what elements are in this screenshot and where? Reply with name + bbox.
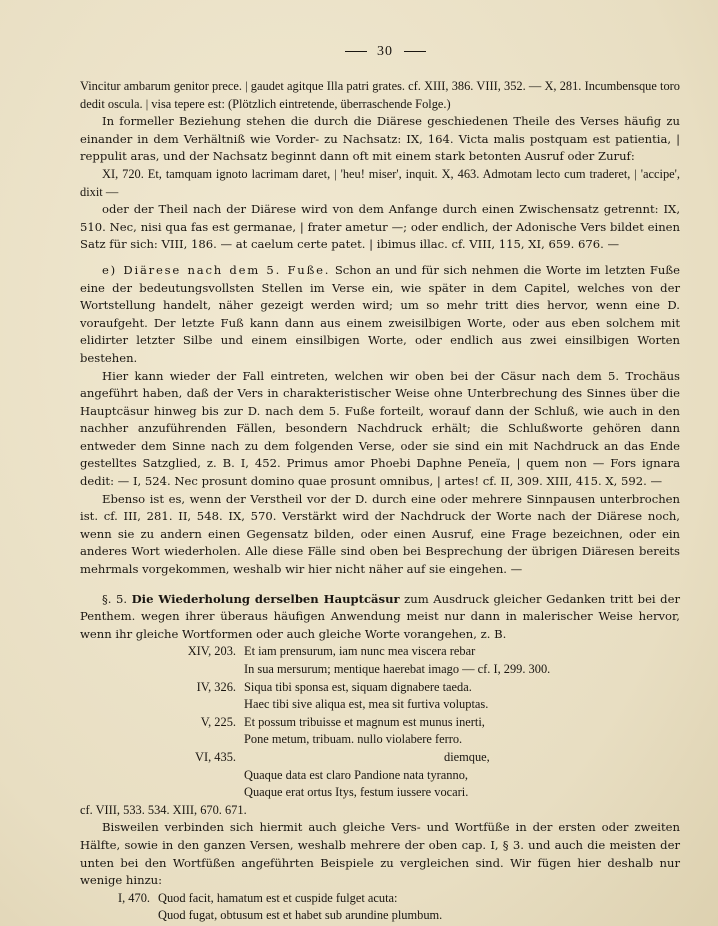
verse-line: Et iam prensurum, iam nunc mea viscera rebar bbox=[244, 644, 476, 659]
section-number: §. 5. bbox=[102, 591, 128, 606]
verse-examples bbox=[100, 643, 550, 801]
verse-row bbox=[100, 696, 550, 714]
header-rule-left bbox=[345, 51, 367, 52]
verse-row bbox=[100, 679, 550, 697]
verse-line: Quod facit, hamatum est et cuspide fulget acuta: bbox=[158, 890, 398, 905]
paragraph-7: Ebenso ist es, wenn der Verstheil vor der D. durch eine oder mehrere Sinnpausen unterbrochen ist. cf. III, 281. II, 548. IX, 570. Verstärkt wird der Nachdruck der Worte nach der Diärese noch, wenn sie zu andern einen Gegensatz bilden, oder einen Ausruf, eine Frage bezeichnen, oder ein anderes Wort wiederholen. Alle diese Fälle sind oben bei Besprechung der übrigen Diäresen bereits mehrmals vorgekommen, weshalb wir hier nicht näher auf sie eingehen. — bbox=[80, 491, 680, 577]
verse-ref: I, 470. bbox=[117, 890, 150, 905]
paragraph-1: Vincitur ambarum genitor prece. | gaudet agitque Illa patri grates. cf. XIII, 386. VIII, 352. — X, 281. Incumbensque toro dedit oscula. | visa tepere est: (Plötzlich eintretende, überraschende Folge.) bbox=[80, 79, 680, 111]
verse-line: diemque, bbox=[444, 749, 490, 764]
paragraph-3: XI, 720. Et, tamquam ignoto lacrimam daret, | 'heu! miser', inquit. X, 463. Admotam lecto cum traderet, | 'accipe', dixit — bbox=[80, 166, 680, 199]
verse-row bbox=[100, 749, 550, 767]
paragraph-6: Hier kann wieder der Fall eintreten, welchen wir oben bei der Cäsur nach dem 5. Trochäus angeführt haben, daß der Vers in charakteristischer Weise ohne Unterbrechung des Sinnes über die Hauptcäsur hinweg bis zur D. nach dem 5. Fuße forteilt, worauf dann der Schluß, wie auch in den nachher anzuführenden Fällen, besondern Nachdruck erhält; die Schlußworte gehören dann entweder dem Sinne nach zu dem folgenden Verse, oder sie sind ein mit Nachdruck an das Ende gestelltes Satzglied, z. B. I, 452. Primus amor Phoebi Daphne Peneïa, | quem non — Fors ignara dedit: — I, 524. Nec prosunt domino quae prosunt omnibus, | artes! cf. II, 309. XIII, 415. X, 592. — bbox=[80, 368, 680, 489]
verse-line: In sua mersurum; mentique haerebat imago — cf. I, 299. 300. bbox=[244, 662, 551, 676]
page-number: 30 bbox=[377, 44, 393, 59]
verse-ref: V, 225. bbox=[200, 714, 236, 729]
cross-reference: cf. VIII, 533. 534. XIII, 670. 671. bbox=[80, 802, 247, 817]
verse-line: Siqua tibi sponsa est, siquam dignabere taeda. bbox=[244, 679, 472, 694]
page-header bbox=[80, 44, 680, 60]
verse-line: Et possum tribuisse et magnum est munus inerti, bbox=[244, 714, 485, 729]
paragraph-5-text: Schon an und für sich nehmen die Worte im letzten Fuße eine der bedeutungsvollsten Stellen im Verse ein, wie später in dem Capitel, welches von der Wortstellung handelt, näher gezeigt werden wird; um so mehr tritt dies hervor, wenn eine D. voraufgeht. Der letzte Fuß kann dann aus einem zweisilbigen Worte, oder aus eben solchem mit elidirter letzter Silbe und einem einsilbigen Worte, oder endlich aus zwei einsilbigen Worten bestehen. bbox=[80, 262, 680, 365]
verse-row bbox=[100, 714, 550, 732]
verse-line: Quaque data est claro Pandione nata tyranno, bbox=[244, 767, 468, 782]
paragraph-2: In formeller Beziehung stehen die durch die Diärese geschiedenen Theile des Verses häufig zu einander in dem Verhältniß wie Vorder- zu Nachsatz: IX, 164. Victa malis postquam est patientia, | reppulit aras, und der Nachsatz beginnt dann oft mit einem stark betonten Ausruf oder Zuruf: bbox=[80, 114, 680, 164]
verse-line: Haec tibi sive aliqua est, mea sit furtiva voluptas. bbox=[244, 697, 489, 712]
verse-row bbox=[102, 890, 442, 908]
verse-row bbox=[100, 643, 550, 661]
final-verse-example bbox=[102, 890, 442, 925]
paragraph-8: Bisweilen verbinden sich hiermit auch gleiche Vers- und Wortfüße in der ersten oder zweiten Hälfte, sowie in den ganzen Versen, weshalb mehrere der oben cap. I, § 3. und auch die meisten der unten bei den Wortfüßen angeführten Beispiele zu vergleichen sind. Wir fügen hier deshalb nur wenige hinzu: bbox=[80, 820, 680, 888]
verse-row bbox=[102, 907, 442, 925]
section-title: Die Wiederholung derselben Hauptcäsur bbox=[131, 591, 400, 606]
paragraph-5 bbox=[80, 262, 680, 368]
subsection-heading: e) Diärese nach dem 5. Fuße. bbox=[102, 262, 331, 277]
verse-row bbox=[100, 661, 550, 679]
verse-ref: XIV, 203. bbox=[187, 644, 236, 659]
verse-row bbox=[100, 784, 550, 802]
verse-row bbox=[100, 731, 550, 749]
verse-line: Pone metum, tribuam. nullo violabere ferro. bbox=[244, 732, 463, 747]
verse-ref: VI, 435. bbox=[195, 749, 236, 764]
section-body: zum Ausdruck gleicher Gedanken tritt bei der Penthem. wegen ihrer überaus häufigen Anwendung meist nur dann in malerischer Weise hervor, wenn ihr gleiche Wortformen oder auch gleiche Worte vorangehen, z. B. bbox=[80, 591, 680, 641]
verse-row bbox=[100, 767, 550, 785]
verse-line: Quod fugat, obtusum est et habet sub arundine plumbum. bbox=[158, 908, 443, 923]
paragraph-4: oder der Theil nach der Diärese wird von dem Anfange durch einen Zwischensatz getrennt: IX, 510. Nec, nisi qua fas est germanae, | frater ametur —; oder endlich, der Adonische Vers bildet einen Satz für sich: VIII, 186. — at caelum certe patet. | ibimus illac. cf. VIII, 115, XI, 659. 676. — bbox=[80, 202, 680, 252]
verse-line: Quaque erat ortus Itys, festum iussere vocari. bbox=[244, 785, 469, 800]
section-5-intro bbox=[80, 591, 680, 644]
verse-ref: IV, 326. bbox=[196, 679, 236, 694]
header-rule-right bbox=[404, 51, 426, 52]
